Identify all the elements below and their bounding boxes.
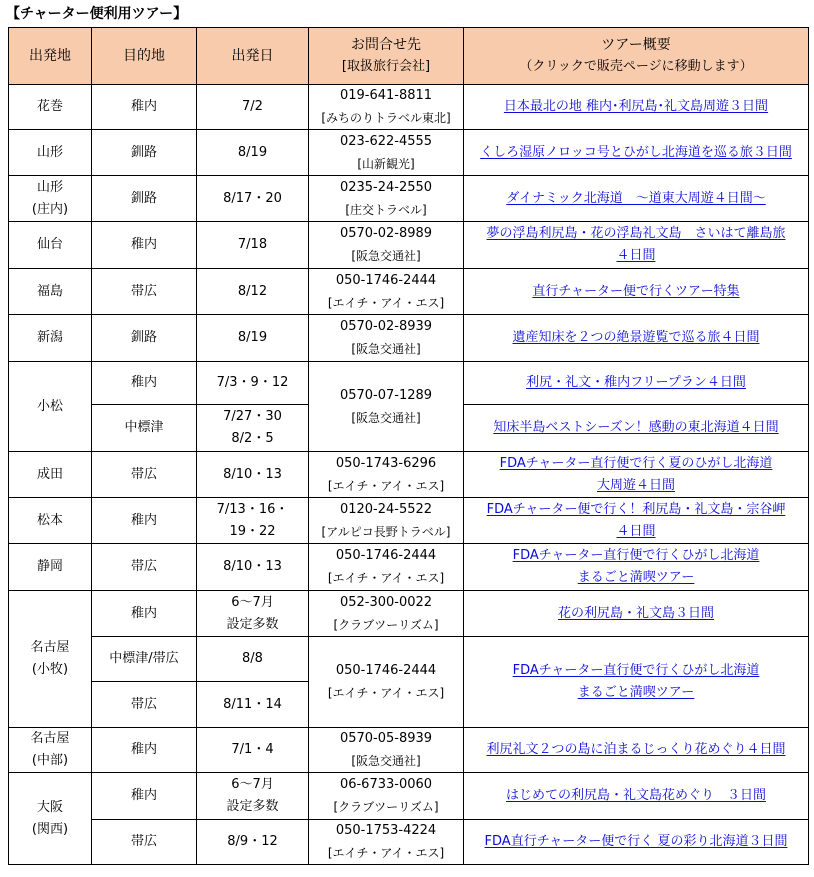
destination-cell	[92, 591, 197, 637]
date-cell	[197, 452, 309, 498]
tour-cell	[464, 728, 809, 773]
destination-cell	[92, 452, 197, 498]
contact-phone: 0570-05-8939	[339, 731, 433, 746]
destination-text: 帯広	[130, 696, 157, 712]
header-overview-sub: （クリックで販売ページに移動します）	[519, 59, 753, 74]
tour-cell	[464, 315, 809, 362]
contact-phone: 050-1746-2444	[335, 548, 437, 563]
departure-text: 静岡	[36, 559, 63, 574]
table-header-row	[9, 28, 809, 85]
date-text: 8/19	[237, 330, 268, 345]
tour-cell	[464, 222, 809, 269]
contact-phone: 0235-24-2550	[339, 179, 433, 195]
departure-cell	[9, 591, 92, 728]
tour-link[interactable]: 直行チャーター便で行くツアー特集	[532, 283, 740, 299]
destination-cell	[92, 544, 197, 591]
tour-link[interactable]: 日本最北の地 稚内･利尻島･礼文島周遊３日間	[503, 99, 769, 114]
header-date: 出発日	[197, 28, 309, 85]
departure-text: 大阪 (関西)	[31, 799, 69, 837]
date-cell	[197, 591, 309, 637]
date-text: 7/13・16・ 19・22	[216, 501, 289, 539]
tour-cell	[464, 637, 809, 728]
departure-cell	[9, 85, 92, 130]
departure-text: 仙台	[36, 237, 63, 252]
table-row	[9, 544, 809, 591]
contact-phone: 019-641-8811	[339, 88, 433, 103]
tour-link[interactable]: 知床半島ベストシーズン！感動の東北海道４日間	[493, 420, 779, 435]
table-row	[9, 130, 809, 176]
departure-text: 小松	[36, 398, 63, 414]
header-contact	[309, 28, 464, 85]
table-row	[9, 176, 809, 222]
departure-cell	[9, 130, 92, 176]
contact-agency: [エイチ・アイ・エス]	[327, 571, 445, 585]
contact-cell	[309, 176, 464, 222]
date-text: 8/19	[237, 144, 268, 160]
contact-agency: [エイチ・アイ・エス]	[327, 846, 445, 860]
date-text: 7/2	[242, 99, 263, 114]
contact-phone: 050-1746-2444	[335, 272, 437, 288]
destination-text: 稚内	[130, 237, 157, 252]
contact-cell	[309, 452, 464, 498]
departure-text: 新潟	[36, 330, 63, 345]
table-row	[9, 637, 809, 682]
tour-link[interactable]: FDAチャーター便で行く！利尻島・礼文島・宗谷岬 ４日間	[486, 501, 786, 539]
table-row	[9, 222, 809, 269]
date-cell	[197, 222, 309, 269]
tour-cell	[464, 591, 809, 637]
contact-phone: 0570-02-8989	[339, 226, 433, 241]
table-row	[9, 452, 809, 498]
date-cell	[197, 130, 309, 176]
contact-phone: 050-1753-4224	[335, 823, 437, 838]
tour-cell	[464, 130, 809, 176]
date-cell	[197, 682, 309, 728]
contact-agency: [みちのりトラベル東北]	[321, 111, 451, 125]
contact-cell	[309, 498, 464, 544]
tour-cell	[464, 544, 809, 591]
table-row	[9, 773, 809, 820]
header-destination: 目的地	[92, 28, 197, 85]
date-text: 6～7月 設定多数	[226, 777, 279, 814]
destination-text: 釧路	[130, 190, 157, 206]
date-cell	[197, 269, 309, 315]
tour-cell	[464, 820, 809, 865]
table-row	[9, 591, 809, 637]
contact-cell	[309, 820, 464, 865]
date-text: 8/8	[242, 651, 263, 666]
contact-cell	[309, 362, 464, 452]
date-cell	[197, 728, 309, 773]
departure-cell	[9, 773, 92, 865]
destination-cell	[92, 820, 197, 865]
tour-link[interactable]: 利尻・礼文・稚内フリープラン４日間	[526, 375, 746, 390]
page-title: 【チャーター便利用ツアー】	[6, 6, 188, 22]
departure-cell	[9, 269, 92, 315]
destination-cell	[92, 773, 197, 820]
destination-cell	[92, 269, 197, 315]
destination-cell	[92, 728, 197, 773]
tour-link[interactable]: 遺産知床を２つの絶景遊覧で巡る旅４日間	[512, 330, 760, 345]
departure-text: 花巻	[36, 99, 63, 114]
date-cell	[197, 773, 309, 820]
departure-cell	[9, 176, 92, 222]
date-text: 8/10・13	[223, 559, 282, 574]
destination-cell	[92, 637, 197, 682]
destination-cell	[92, 222, 197, 269]
destination-cell	[92, 315, 197, 362]
contact-phone: 050-1743-6296	[335, 455, 437, 471]
table-row	[9, 728, 809, 773]
contact-agency: [山新観光]	[357, 156, 415, 171]
destination-cell	[92, 362, 197, 405]
table-row	[9, 85, 809, 130]
date-cell	[197, 85, 309, 130]
destination-text: 稚内	[130, 99, 157, 114]
contact-agency: [阪急交通社]	[351, 249, 421, 263]
destination-cell	[92, 85, 197, 130]
departure-cell	[9, 362, 92, 452]
contact-cell	[309, 222, 464, 269]
contact-agency: [阪急交通社]	[351, 754, 421, 768]
destination-text: 帯広	[130, 559, 157, 574]
destination-cell	[92, 176, 197, 222]
contact-phone: 052-300-0022	[339, 594, 433, 610]
tour-cell	[464, 405, 809, 452]
destination-text: 稚内	[130, 605, 157, 621]
tour-link[interactable]: くしろ湿原ノロッコ号とひがし北海道を巡る旅３日間	[480, 144, 792, 160]
tour-cell	[464, 269, 809, 315]
contact-cell	[309, 544, 464, 591]
departure-text: 成田	[36, 466, 63, 482]
contact-cell	[309, 591, 464, 637]
contact-phone: 050-1746-2444	[335, 663, 437, 678]
destination-cell	[92, 130, 197, 176]
tour-link[interactable]: FDAチャーター直行便で行く夏のひがし北海道 大周遊４日間	[499, 455, 773, 493]
tour-cell	[464, 362, 809, 405]
header-overview	[464, 28, 809, 85]
date-text: 7/1・4	[231, 742, 274, 757]
tour-cell	[464, 498, 809, 544]
contact-agency: [阪急交通社]	[351, 342, 421, 356]
destination-text: 中標津/帯広	[109, 651, 179, 666]
contact-agency: [庄交トラベル]	[345, 202, 427, 217]
date-cell	[197, 176, 309, 222]
departure-text: 山形	[36, 144, 63, 160]
table-row	[9, 820, 809, 865]
date-cell	[197, 498, 309, 544]
contact-agency: [クラブツーリズム]	[333, 617, 439, 632]
contact-cell	[309, 85, 464, 130]
date-text: 7/27・30 8/2・5	[223, 409, 282, 446]
destination-text: 稚内	[130, 788, 157, 803]
departure-cell	[9, 544, 92, 591]
tour-cell	[464, 85, 809, 130]
contact-cell	[309, 637, 464, 728]
table-row	[9, 269, 809, 315]
tour-link[interactable]: 利尻礼文２つの島に泊まるじっくり花めぐり４日間	[486, 742, 786, 757]
date-cell	[197, 637, 309, 682]
tour-link[interactable]: FDAチャーター直行便で行くひがし北海道 まるごと満喫ツアー	[512, 548, 760, 585]
destination-text: 稚内	[130, 512, 157, 528]
contact-agency: [エイチ・アイ・エス]	[327, 478, 445, 493]
contact-phone: 023-622-4555	[339, 133, 433, 149]
contact-cell	[309, 315, 464, 362]
departure-cell	[9, 728, 92, 773]
date-text: 8/12	[237, 283, 268, 299]
destination-text: 帯広	[130, 283, 157, 299]
contact-agency: [エイチ・アイ・エス]	[327, 295, 445, 310]
tour-cell	[464, 773, 809, 820]
destination-text: 釧路	[130, 144, 157, 160]
destination-text: 釧路	[130, 330, 157, 345]
destination-cell	[92, 405, 197, 452]
departure-text: 名古屋 (小牧)	[30, 640, 70, 677]
table-row	[9, 315, 809, 362]
tour-link[interactable]: FDA直行チャーター便で行く 夏の彩り北海道３日間	[484, 834, 788, 849]
contact-agency: [エイチ・アイ・エス]	[327, 686, 445, 700]
departure-cell	[9, 452, 92, 498]
destination-text: 稚内	[130, 742, 157, 757]
contact-cell	[309, 773, 464, 820]
contact-phone: 0120-24-5522	[339, 501, 433, 517]
departure-cell	[9, 222, 92, 269]
tour-link[interactable]: FDAチャーター直行便で行くひがし北海道 まるごと満喫ツアー	[512, 663, 760, 700]
date-text: 7/18	[237, 237, 268, 252]
tour-cell	[464, 452, 809, 498]
date-text: 7/3・9・12	[216, 375, 289, 390]
contact-cell	[309, 728, 464, 773]
contact-phone: 06-6733-0060	[339, 777, 433, 792]
table-row	[9, 362, 809, 405]
tour-link[interactable]: 夢の浮島利尻島・花の浮島礼文島 さいはて離島旅 ４日間	[486, 226, 786, 263]
contact-agency: [アルピコ長野トラベル]	[321, 524, 451, 539]
contact-phone: 0570-02-8939	[339, 319, 433, 334]
tour-link[interactable]: ダイナミック北海道 ～道東大周遊４日間～	[506, 190, 766, 206]
tour-cell	[464, 176, 809, 222]
header-overview-label: ツアー概要	[601, 37, 671, 53]
date-text: 8/11・14	[223, 696, 282, 712]
table-row	[9, 498, 809, 544]
departure-text: 福島	[36, 283, 63, 299]
destination-text: 稚内	[130, 375, 157, 390]
departure-text: 名古屋 (中部)	[30, 731, 70, 768]
destination-cell	[92, 498, 197, 544]
contact-cell	[309, 269, 464, 315]
destination-text: 帯広	[130, 834, 157, 849]
date-cell	[197, 405, 309, 452]
destination-text: 中標津	[124, 420, 164, 435]
tour-link[interactable]: 花の利尻島・礼文島３日間	[557, 605, 714, 621]
destination-cell	[92, 682, 197, 728]
departure-cell	[9, 498, 92, 544]
date-text: 6～7月 設定多数	[226, 594, 279, 632]
contact-agency: [クラブツーリズム]	[333, 800, 439, 814]
date-text: 8/9・12	[227, 834, 278, 849]
contact-cell	[309, 130, 464, 176]
departure-cell	[9, 315, 92, 362]
header-departure: 出発地	[9, 28, 92, 85]
header-contact-label: お問合せ先	[351, 37, 421, 53]
contact-phone: 0570-07-1289	[339, 387, 433, 403]
date-cell	[197, 315, 309, 362]
date-text: 8/17・20	[223, 190, 282, 206]
contact-agency: [阪急交通社]	[351, 410, 421, 425]
tour-link[interactable]: はじめての利尻島・礼文島花めぐり ３日間	[505, 788, 766, 803]
date-cell	[197, 820, 309, 865]
date-text: 8/10・13	[223, 466, 282, 482]
charter-tour-table	[8, 27, 809, 865]
departure-text: 山形 (庄内)	[31, 179, 69, 217]
date-cell	[197, 362, 309, 405]
date-cell	[197, 544, 309, 591]
header-contact-sub: [取扱旅行会社]	[341, 59, 431, 74]
departure-text: 松本	[36, 512, 63, 528]
destination-text: 帯広	[130, 466, 157, 482]
